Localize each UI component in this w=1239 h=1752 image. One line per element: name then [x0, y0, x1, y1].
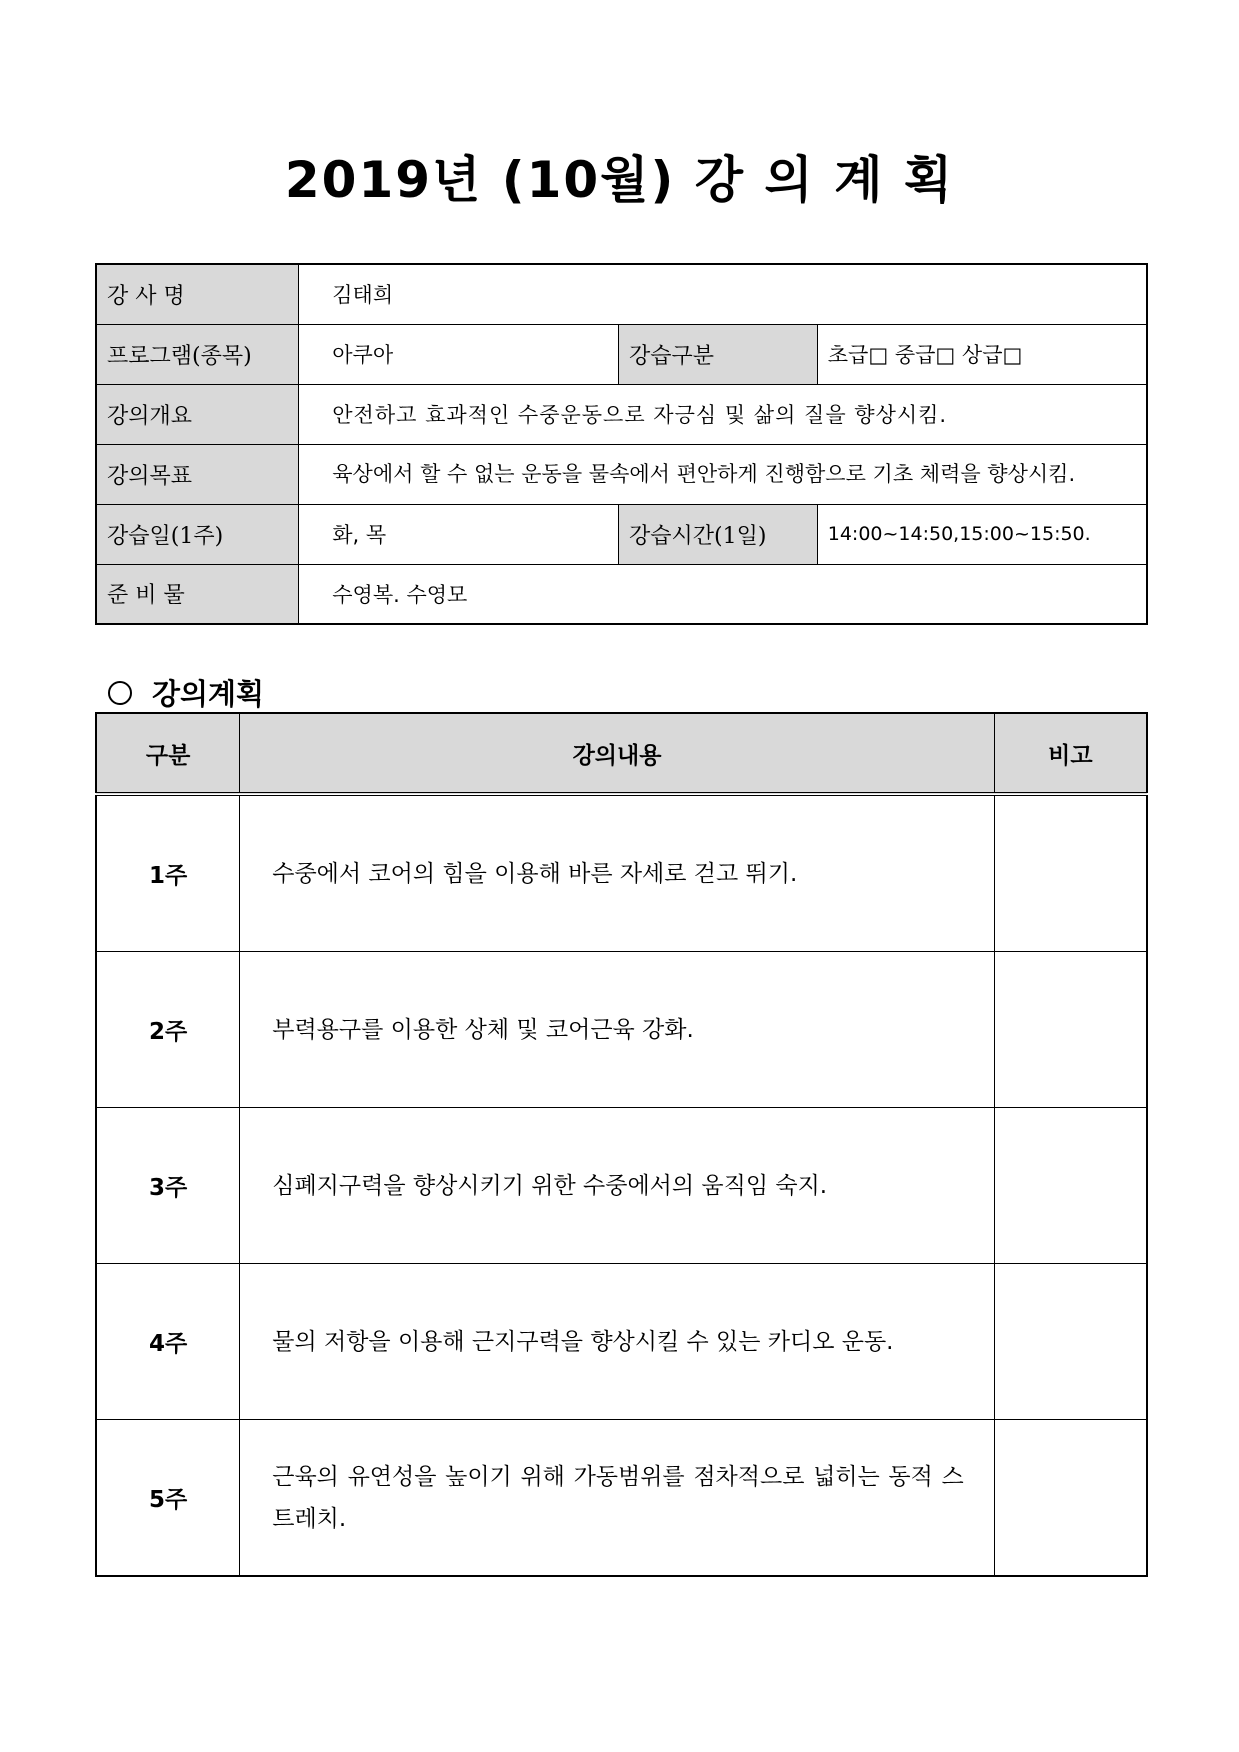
week-cell: 5주 [96, 1420, 240, 1577]
instructor-label: 강 사 명 [96, 264, 299, 324]
content-cell: 심폐지구력을 향상시키기 위한 수중에서의 움직임 숙지. [240, 1108, 995, 1264]
program-value: 아쿠아 [299, 324, 619, 384]
section-heading [108, 672, 264, 713]
week-cell: 3주 [96, 1108, 240, 1264]
days-value: 화, 목 [299, 504, 619, 564]
header-category: 구분 [96, 713, 240, 794]
time-value: 14:00~14:50,15:00~15:50. [817, 504, 1147, 564]
table-row [96, 952, 1147, 1108]
content-cell: 수중에서 코어의 힘을 이용해 바른 자세로 걷고 뛰기. [240, 794, 995, 952]
content-cell: 부력용구를 이용한 상체 및 코어근육 강화. [240, 952, 995, 1108]
overview-value: 안전하고 효과적인 수중운동으로 자긍심 및 삶의 질을 향상시킴. [299, 384, 1147, 444]
goal-value: 육상에서 할 수 없는 운동을 물속에서 편안하게 진행함으로 기초 체력을 향상시킴. [299, 444, 1147, 504]
supplies-value: 수영복. 수영모 [299, 564, 1147, 624]
table-row [96, 1108, 1147, 1264]
level-value: 초급□ 중급□ 상급□ [817, 324, 1147, 384]
instructor-value: 김태희 [299, 264, 1147, 324]
page-title: 2019년 (10월) 강 의 계 획 [284, 151, 955, 209]
note-cell [994, 1420, 1147, 1577]
lecture-info-table [95, 263, 1148, 625]
note-cell [994, 1264, 1147, 1420]
table-row [96, 1420, 1147, 1577]
circle-bullet-icon [108, 681, 132, 705]
header-note: 비고 [994, 713, 1147, 794]
level-label: 강습구분 [619, 324, 818, 384]
header-content: 강의내용 [240, 713, 995, 794]
section-title: 강의계획 [152, 677, 265, 711]
lecture-plan-table [95, 712, 1148, 1577]
week-cell: 1주 [96, 794, 240, 952]
note-cell [994, 1108, 1147, 1264]
week-cell: 2주 [96, 952, 240, 1108]
days-label: 강습일(1주) [96, 504, 299, 564]
content-cell: 물의 저항을 이용해 근지구력을 향상시킬 수 있는 카디오 운동. [240, 1264, 995, 1420]
table-row [96, 794, 1147, 952]
note-cell [994, 952, 1147, 1108]
time-label: 강습시간(1일) [619, 504, 818, 564]
supplies-label: 준 비 물 [96, 564, 299, 624]
note-cell [994, 794, 1147, 952]
program-label: 프로그램(종목) [96, 324, 299, 384]
week-cell: 4주 [96, 1264, 240, 1420]
overview-label: 강의개요 [96, 384, 299, 444]
table-row [96, 1264, 1147, 1420]
goal-label: 강의목표 [96, 444, 299, 504]
content-cell: 근육의 유연성을 높이기 위해 가동범위를 점차적으로 넓히는 동적 스트레치. [240, 1420, 995, 1577]
